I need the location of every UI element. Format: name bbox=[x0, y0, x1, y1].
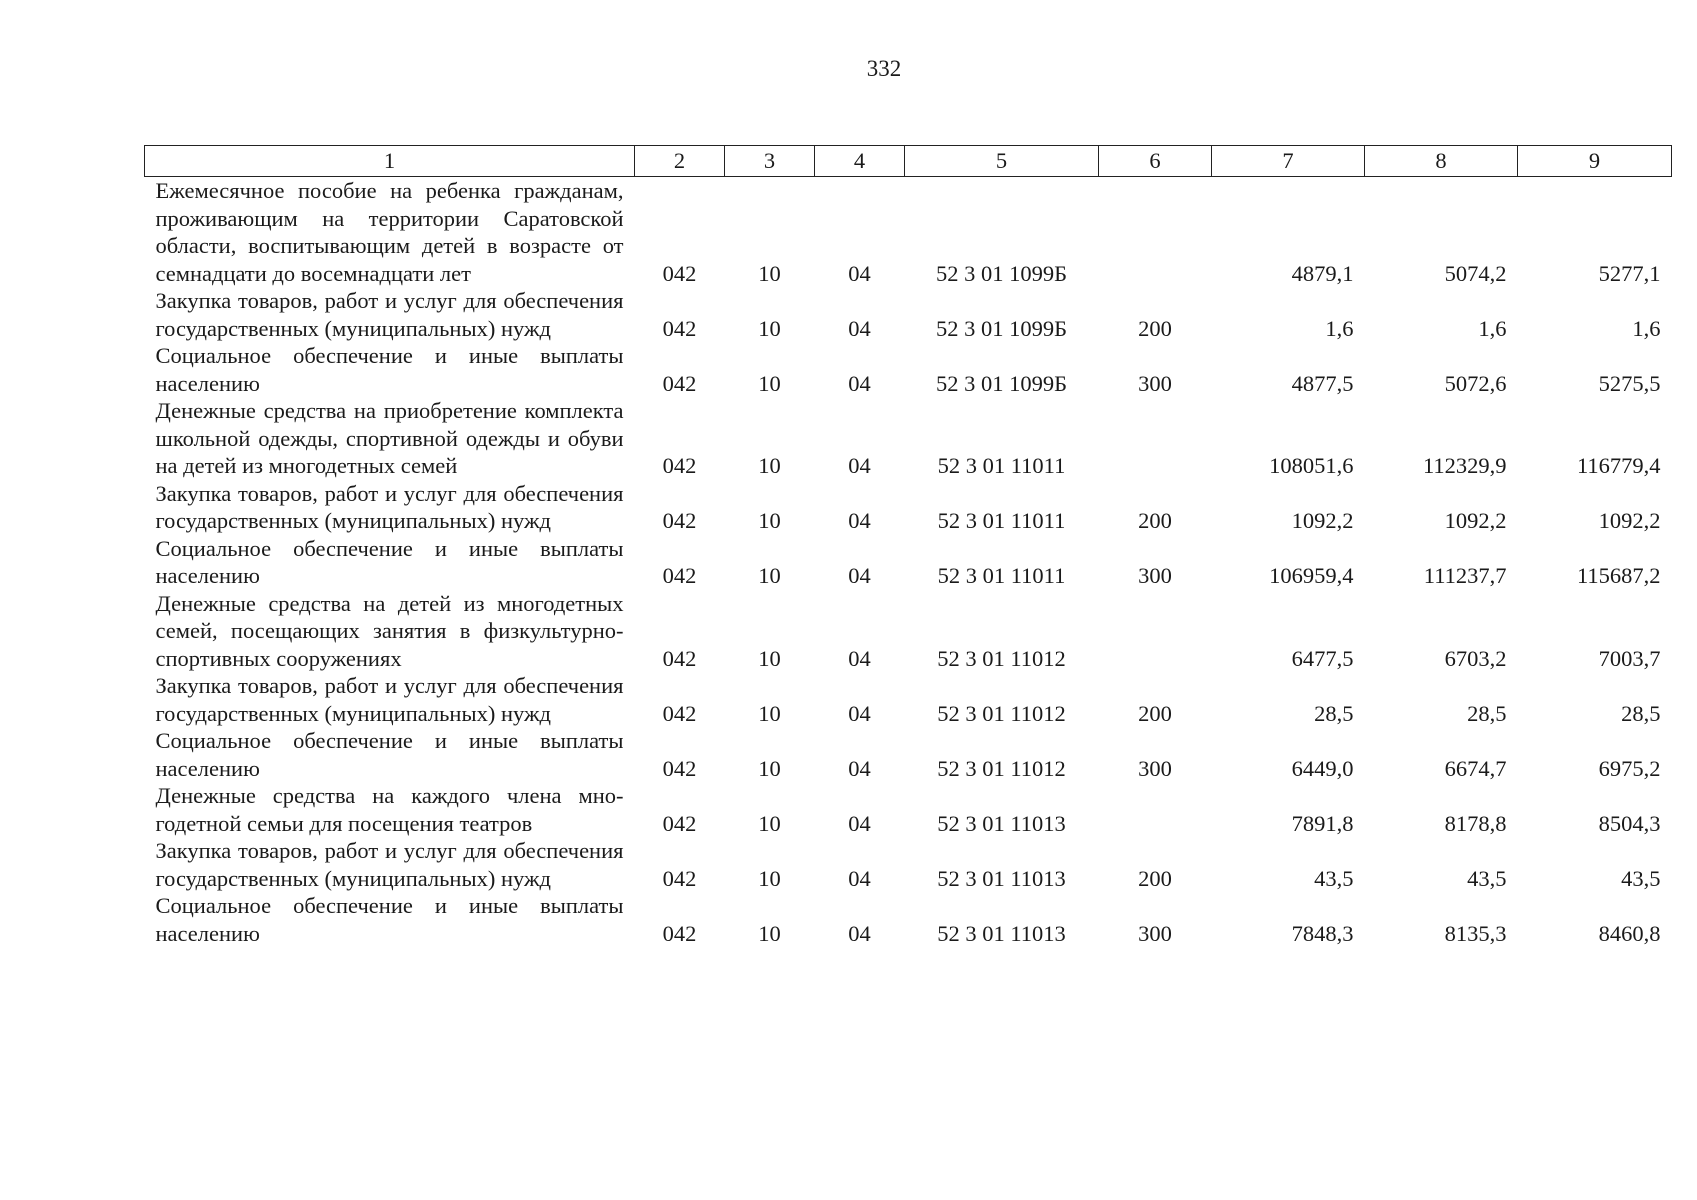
column-header-3: 3 bbox=[725, 146, 815, 177]
section-code: 10 bbox=[758, 865, 781, 891]
ministry-code: 042 bbox=[662, 920, 697, 946]
table-row bbox=[145, 535, 1672, 590]
expense-type-code bbox=[1099, 397, 1212, 480]
column-number-row bbox=[145, 146, 1672, 177]
amount-year-3: 8460,8 bbox=[1598, 920, 1661, 946]
amount-year-1: 43,5 bbox=[1314, 865, 1354, 891]
amount-year-2: 28,5 bbox=[1467, 700, 1507, 726]
table-row bbox=[145, 287, 1672, 342]
line-item-name: Социальное обеспечение и иные выплаты населению bbox=[155, 728, 624, 781]
line-item-name: Денежные средства на каждого члена многодетной семьи для посещения театров bbox=[155, 783, 624, 836]
page-number: 332 bbox=[866, 56, 902, 81]
subsection-code: 04 bbox=[848, 315, 871, 341]
column-header-2: 2 bbox=[635, 146, 725, 177]
subsection-code: 04 bbox=[848, 563, 871, 588]
column-header-7: 7 bbox=[1212, 146, 1365, 177]
table-row bbox=[145, 837, 1672, 892]
expense-type-code bbox=[1099, 782, 1212, 837]
section-code: 10 bbox=[758, 260, 781, 286]
amount-year-2: 8135,3 bbox=[1444, 920, 1507, 946]
ministry-code: 042 bbox=[662, 453, 697, 478]
amount-year-3: 7003,7 bbox=[1598, 645, 1661, 671]
subsection-code: 04 bbox=[848, 453, 871, 478]
table-row bbox=[145, 342, 1672, 397]
table-row bbox=[145, 782, 1672, 837]
amount-year-1: 4879,1 bbox=[1291, 260, 1354, 286]
target-article-code: 52 3 01 11013 bbox=[937, 920, 1066, 946]
ministry-code: 042 bbox=[662, 865, 697, 891]
expense-type-code: 200 bbox=[1138, 315, 1172, 341]
line-item-name: Социальное обеспечение и иные выплаты населению bbox=[155, 343, 624, 396]
expense-type-code: 300 bbox=[1138, 920, 1172, 946]
column-header-8: 8 bbox=[1365, 146, 1518, 177]
subsection-code: 04 bbox=[848, 700, 871, 726]
amount-year-3: 116779,4 bbox=[1576, 453, 1661, 478]
section-code: 10 bbox=[758, 920, 781, 946]
subsection-code: 04 bbox=[848, 370, 871, 396]
subsection-code: 04 bbox=[848, 810, 871, 836]
table-row bbox=[145, 177, 1672, 288]
amount-year-2: 6703,2 bbox=[1444, 645, 1507, 671]
amount-year-3: 6975,2 bbox=[1598, 755, 1661, 781]
budget-table bbox=[144, 145, 1672, 947]
amount-year-3: 115687,2 bbox=[1576, 563, 1661, 588]
amount-year-1: 108051,6 bbox=[1269, 453, 1354, 478]
target-article-code: 52 3 01 11011 bbox=[937, 508, 1066, 533]
amount-year-3: 28,5 bbox=[1621, 700, 1661, 726]
section-code: 10 bbox=[758, 810, 781, 836]
expense-type-code bbox=[1099, 177, 1212, 288]
table-row bbox=[145, 397, 1672, 480]
expense-type-code: 200 bbox=[1138, 865, 1172, 891]
amount-year-1: 1092,2 bbox=[1291, 508, 1354, 533]
ministry-code: 042 bbox=[662, 563, 697, 588]
ministry-code: 042 bbox=[662, 645, 697, 671]
column-header-6: 6 bbox=[1099, 146, 1212, 177]
amount-year-1: 106959,4 bbox=[1269, 563, 1354, 588]
subsection-code: 04 bbox=[848, 920, 871, 946]
target-article-code: 52 3 01 11013 bbox=[937, 865, 1066, 891]
line-item-name: Закупка товаров, работ и услуг для обеспечения государственных (муниципальных) нужд bbox=[155, 480, 624, 533]
section-code: 10 bbox=[758, 755, 781, 781]
ministry-code: 042 bbox=[662, 260, 697, 286]
amount-year-2: 112329,9 bbox=[1422, 453, 1507, 478]
ministry-code: 042 bbox=[662, 755, 697, 781]
section-code: 10 bbox=[758, 700, 781, 726]
ministry-code: 042 bbox=[662, 508, 697, 533]
expense-type-code: 300 bbox=[1138, 370, 1172, 396]
table-row bbox=[145, 480, 1672, 535]
table-row bbox=[145, 892, 1672, 947]
amount-year-3: 1092,2 bbox=[1598, 508, 1661, 533]
section-code: 10 bbox=[758, 508, 781, 533]
amount-year-2: 43,5 bbox=[1467, 865, 1507, 891]
line-item-name: Денежные средства на детей из многодетных семей, посещающих занятия в физкультурно-спортивных сооружениях bbox=[155, 590, 624, 671]
subsection-code: 04 bbox=[848, 260, 871, 286]
section-code: 10 bbox=[758, 645, 781, 671]
subsection-code: 04 bbox=[848, 755, 871, 781]
target-article-code: 52 3 01 1099Б bbox=[935, 315, 1068, 341]
amount-year-1: 4877,5 bbox=[1291, 370, 1354, 396]
amount-year-3: 5275,5 bbox=[1598, 370, 1661, 396]
amount-year-2: 5072,6 bbox=[1444, 370, 1507, 396]
expense-type-code: 300 bbox=[1138, 755, 1172, 781]
amount-year-1: 7891,8 bbox=[1291, 810, 1354, 836]
expense-type-code bbox=[1099, 590, 1212, 673]
amount-year-1: 1,6 bbox=[1325, 315, 1354, 341]
amount-year-2: 111237,7 bbox=[1423, 563, 1507, 588]
target-article-code: 52 3 01 1099Б bbox=[935, 260, 1068, 286]
table-row bbox=[145, 727, 1672, 782]
line-item-name: Закупка товаров, работ и услуг для обеспечения государственных (муниципальных) нужд bbox=[155, 288, 624, 341]
line-item-name: Ежемесячное пособие на ребенка гражданам, проживающим на территории Саратовской области, воспитывающим детей в возрасте от семнадцати до восемнадцати лет bbox=[155, 178, 624, 286]
amount-year-2: 8178,8 bbox=[1444, 810, 1507, 836]
line-item-name: Закупка товаров, работ и услуг для обеспечения государственных (муниципальных) нужд bbox=[155, 673, 624, 726]
target-article-code: 52 3 01 11012 bbox=[937, 700, 1066, 726]
line-item-name: Социальное обеспечение и иные выплаты населению bbox=[155, 893, 624, 946]
target-article-code: 52 3 01 11013 bbox=[937, 810, 1066, 836]
amount-year-1: 28,5 bbox=[1314, 700, 1354, 726]
amount-year-3: 1,6 bbox=[1632, 315, 1661, 341]
amount-year-1: 7848,3 bbox=[1291, 920, 1354, 946]
column-header-5: 5 bbox=[905, 146, 1099, 177]
table-header bbox=[145, 146, 1672, 177]
amount-year-2: 1092,2 bbox=[1444, 508, 1507, 533]
table-body bbox=[145, 177, 1672, 948]
line-item-name: Социальное обеспечение и иные выплаты населению bbox=[155, 535, 624, 588]
line-item-name: Закупка товаров, работ и услуг для обеспечения государственных (муниципальных) нужд bbox=[155, 838, 624, 891]
target-article-code: 52 3 01 11012 bbox=[937, 645, 1066, 671]
amount-year-2: 1,6 bbox=[1478, 315, 1507, 341]
amount-year-1: 6477,5 bbox=[1291, 645, 1354, 671]
amount-year-3: 43,5 bbox=[1621, 865, 1661, 891]
subsection-code: 04 bbox=[848, 645, 871, 671]
amount-year-3: 8504,3 bbox=[1598, 810, 1661, 836]
ministry-code: 042 bbox=[662, 700, 697, 726]
ministry-code: 042 bbox=[662, 370, 697, 396]
section-code: 10 bbox=[758, 370, 781, 396]
table-row bbox=[145, 590, 1672, 673]
section-code: 10 bbox=[758, 315, 781, 341]
amount-year-2: 5074,2 bbox=[1444, 260, 1507, 286]
column-header-1: 1 bbox=[145, 146, 635, 177]
subsection-code: 04 bbox=[848, 865, 871, 891]
target-article-code: 52 3 01 11011 bbox=[937, 563, 1066, 588]
target-article-code: 52 3 01 11012 bbox=[937, 755, 1066, 781]
subsection-code: 04 bbox=[848, 508, 871, 533]
line-item-name: Денежные средства на приобретение комплекта школьной одежды, спортивной одежды и обуви на детей из многодетных семей bbox=[155, 398, 624, 478]
ministry-code: 042 bbox=[662, 810, 697, 836]
column-header-4: 4 bbox=[815, 146, 905, 177]
target-article-code: 52 3 01 11011 bbox=[937, 453, 1066, 478]
section-code: 10 bbox=[758, 453, 781, 478]
table-row bbox=[145, 672, 1672, 727]
amount-year-1: 6449,0 bbox=[1291, 755, 1354, 781]
section-code: 10 bbox=[758, 563, 781, 588]
amount-year-2: 6674,7 bbox=[1444, 755, 1507, 781]
expense-type-code: 200 bbox=[1138, 508, 1172, 533]
column-header-9: 9 bbox=[1518, 146, 1672, 177]
amount-year-3: 5277,1 bbox=[1598, 260, 1661, 286]
expense-type-code: 200 bbox=[1138, 700, 1172, 726]
ministry-code: 042 bbox=[662, 315, 697, 341]
target-article-code: 52 3 01 1099Б bbox=[935, 370, 1068, 396]
expense-type-code: 300 bbox=[1138, 563, 1172, 588]
